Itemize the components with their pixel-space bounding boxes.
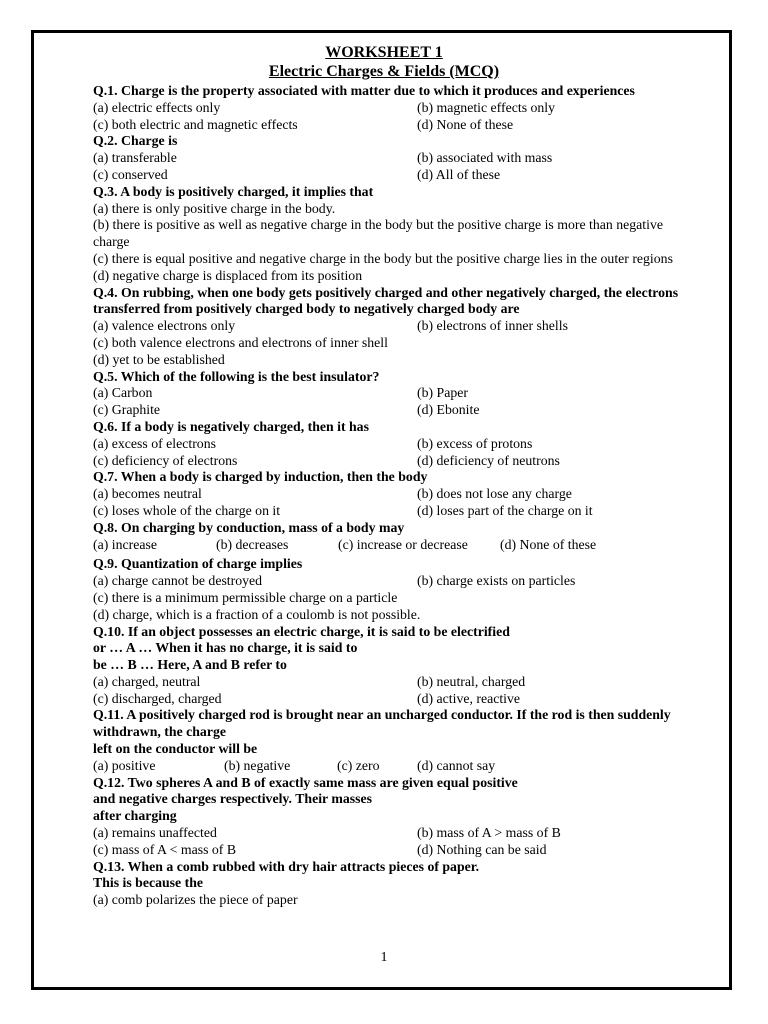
option-text: (d) charge, which is a fraction of a coulomb is not possible. [93, 606, 421, 622]
option-text: (a) electric effects only [93, 99, 221, 115]
option-text: (b) electrons of inner shells [417, 318, 568, 334]
option-text: (d) yet to be established [93, 351, 225, 367]
question-item [93, 419, 683, 469]
option-text: (c) both electric and magnetic effects [93, 116, 298, 132]
option-text: (b) charge exists on particles [417, 573, 576, 589]
question-text: or … A … When it has no charge, it is said to [93, 640, 358, 656]
question-item [93, 775, 683, 859]
question-text: Q.13. When a comb rubbed with dry hair attracts pieces of paper. [93, 858, 480, 874]
option-row [93, 385, 683, 402]
option-text: (a) comb polarizes the piece of paper [93, 892, 298, 908]
question-item [93, 859, 683, 909]
option-text: (c) there is equal positive and negative charge in the body but the positive charge lies in the outer regions [93, 250, 673, 266]
question-item [93, 707, 683, 774]
option-text: (d) deficiency of neutrons [417, 452, 560, 468]
option-row [93, 453, 683, 470]
question-text: after charging [93, 808, 177, 824]
option-text: (c) deficiency of electrons [93, 452, 238, 468]
option-row [93, 100, 683, 117]
question-text: be … B … Here, A and B refer to [93, 657, 287, 673]
option-text: (b) magnetic effects only [417, 99, 556, 115]
question-item [93, 133, 683, 183]
option-row [93, 842, 683, 859]
option-row [93, 486, 683, 503]
worksheet-subtitle: Electric Charges & Fields (MCQ) [268, 63, 500, 80]
question-text: Q.5. Which of the following is the best insulator? [93, 368, 380, 384]
option-text: (b) negative [224, 757, 291, 773]
question-item [93, 184, 683, 285]
option-text: (d) None of these [500, 536, 597, 552]
option-text: (d) cannot say [417, 757, 496, 773]
option-text: (d) loses part of the charge on it [417, 502, 593, 518]
option-text: (a) charge cannot be destroyed [93, 573, 263, 589]
option-row [93, 674, 683, 691]
option-text: (d) negative charge is displaced from its position [93, 267, 363, 283]
option-text: (b) neutral, charged [417, 673, 526, 689]
option-text: (c) mass of A < mass of B [93, 841, 237, 857]
option-text: (c) increase or decrease [338, 536, 468, 552]
question-text: Q.4. On rubbing, when one body gets positively charged and other negatively charged, the electrons transferred from positively charged body to negatively charged body are [93, 284, 679, 317]
question-text: and negative charges respectively. Their masses [93, 791, 372, 807]
option-text: (b) there is positive as well as negative charge in the body but the positive charge is more than negative charge [93, 217, 663, 250]
option-text: (c) discharged, charged [93, 690, 222, 706]
option-text: (c) both valence electrons and electrons of inner shell [93, 334, 388, 350]
question-text: This is because the [93, 875, 204, 891]
option-text: (d) Nothing can be said [417, 841, 547, 857]
option-text: (c) zero [337, 757, 380, 773]
option-text: (b) does not lose any charge [417, 486, 572, 502]
option-row [93, 436, 683, 453]
option-text: (a) becomes neutral [93, 486, 202, 502]
option-text: (d) Ebonite [417, 402, 480, 418]
question-list [93, 83, 683, 909]
option-row [93, 537, 683, 554]
question-item [93, 624, 683, 708]
option-row [93, 318, 683, 335]
option-row [93, 167, 683, 184]
option-row [93, 758, 683, 775]
option-text: (a) Carbon [93, 385, 153, 401]
question-text: Q.3. A body is positively charged, it implies that [93, 183, 374, 199]
option-row [93, 150, 683, 167]
question-item [93, 469, 683, 519]
question-item [93, 285, 683, 369]
worksheet-title: WORKSHEET 1 [325, 44, 443, 61]
option-text: (a) transferable [93, 150, 177, 166]
option-row [93, 117, 683, 134]
question-text: Q.1. Charge is the property associated with matter due to which it produces and experiences [93, 83, 635, 98]
question-text: Q.7. When a body is charged by induction, then the body [93, 469, 428, 485]
option-text: (c) Graphite [93, 402, 161, 418]
question-item [93, 520, 683, 557]
option-text: (b) excess of protons [417, 435, 533, 451]
option-text: (d) All of these [417, 166, 501, 182]
question-item [93, 556, 683, 623]
question-text: Q.12. Two spheres A and B of exactly same mass are given equal positive [93, 774, 518, 790]
question-text: Q.2. Charge is [93, 133, 178, 149]
option-text: (a) charged, neutral [93, 673, 201, 689]
question-text: left on the conductor will be [93, 741, 258, 757]
option-row [93, 573, 683, 590]
option-text: (c) loses whole of the charge on it [93, 502, 281, 518]
page-number: 1 [380, 950, 388, 965]
option-text: (a) increase [93, 536, 157, 552]
question-text: Q.8. On charging by conduction, mass of a body may [93, 519, 405, 535]
option-text: (b) Paper [417, 385, 468, 401]
option-text: (c) there is a minimum permissible charge on a particle [93, 589, 398, 605]
option-row [93, 825, 683, 842]
option-text: (d) active, reactive [417, 690, 521, 706]
question-text: Q.10. If an object possesses an electric charge, it is said to be electrified [93, 623, 510, 639]
question-item [93, 369, 683, 419]
option-text: (b) decreases [216, 536, 289, 552]
option-text: (d) None of these [417, 116, 514, 132]
question-text: Q.11. A positively charged rod is brought near an uncharged conductor. If the rod is then suddenly withdrawn, the charge [93, 707, 671, 740]
option-text: (b) mass of A > mass of B [417, 825, 561, 841]
option-row [93, 691, 683, 708]
option-text: (a) valence electrons only [93, 318, 236, 334]
option-text: (a) there is only positive charge in the body. [93, 200, 336, 216]
option-text: (a) positive [93, 757, 156, 773]
option-text: (c) conserved [93, 166, 168, 182]
question-text: Q.6. If a body is negatively charged, then it has [93, 418, 369, 434]
option-row [93, 503, 683, 520]
option-text: (b) associated with mass [417, 150, 553, 166]
option-row [93, 402, 683, 419]
option-text: (a) excess of electrons [93, 435, 216, 451]
option-text: (a) remains unaffected [93, 825, 217, 841]
question-item [93, 83, 683, 133]
question-text: Q.9. Quantization of charge implies [93, 556, 303, 572]
